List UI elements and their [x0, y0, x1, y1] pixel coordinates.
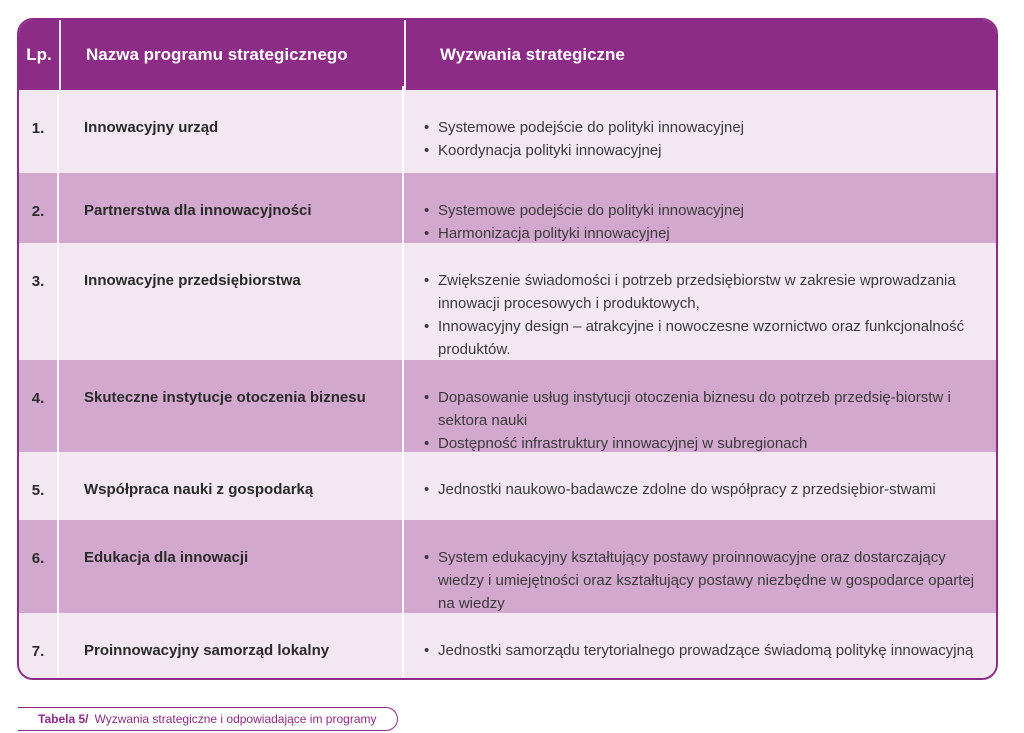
challenge-item: [424, 116, 976, 139]
challenge-item: [424, 269, 976, 315]
challenges-cell: [404, 356, 996, 452]
challenge-text: Koordynacja polityki innowacyjnej: [438, 142, 662, 159]
challenge-text: System edukacyjny kształtujący postawy proinnowacyjne oraz dostarczający wiedzy i umiejętności oraz kształtujący postawy niezbędne w gospodarce opartej na wiedzy: [438, 549, 975, 612]
challenge-text: Dopasowanie usług instytucji otoczenia biznesu do potrzeb przedsię-biorstw i sektora nauki: [438, 389, 951, 429]
challenges-cell: [404, 609, 996, 680]
table-caption: [18, 707, 398, 731]
table-row: [19, 90, 996, 173]
bullet-icon: •: [424, 389, 430, 406]
challenge-text: Jednostki naukowo-badawcze zdolne do współpracy z przedsiębior-stwami: [438, 481, 936, 498]
bullet-icon: •: [424, 142, 430, 159]
bullet-icon: •: [424, 642, 430, 659]
row-number: 7.: [19, 613, 59, 680]
challenges-cell: [404, 169, 996, 243]
program-name: Skuteczne instytucje otoczenia biznesu: [59, 356, 404, 452]
row-number: 3.: [19, 243, 59, 360]
challenges-cell: [404, 86, 996, 173]
table-row: [19, 452, 996, 520]
challenge-text: Systemowe podejście do polityki innowacyjnej: [438, 202, 744, 219]
program-name: Innowacyjny urząd: [59, 86, 404, 173]
bullet-icon: •: [424, 435, 430, 452]
challenge-text: Harmonizacja polityki innowacyjnej: [438, 225, 670, 242]
row-number: 5.: [19, 452, 59, 520]
challenges-cell: [404, 239, 996, 360]
challenge-item: [424, 315, 976, 361]
caption-label: Tabela 5/: [38, 712, 89, 726]
program-name: Proinnowacyjny samorząd lokalny: [59, 609, 404, 680]
challenge-text: Jednostki samorządu terytorialnego prowadzące świadomą politykę innowacyjną: [438, 642, 974, 659]
challenge-text: Innowacyjny design – atrakcyjne i nowoczesne wzornictwo oraz funkcjonalność produktów.: [438, 318, 965, 358]
challenge-item: [424, 478, 976, 501]
challenge-item: [424, 139, 976, 162]
bullet-icon: •: [424, 225, 430, 242]
caption-text: Wyzwania strategiczne i odpowiadające im programy: [94, 712, 377, 726]
program-name: Współpraca nauki z gospodarką: [59, 448, 404, 520]
table-body: [19, 90, 996, 680]
strategic-programs-table: [17, 18, 998, 680]
bullet-icon: •: [424, 549, 430, 566]
program-name: Partnerstwa dla innowacyjności: [59, 169, 404, 243]
challenge-item: [424, 639, 976, 662]
table-header-row: [19, 20, 996, 90]
challenge-text: Zwiększenie świadomości i potrzeb przedsiębiorstw w zakresie wprowadzania innowacji procesowych i produktowych,: [438, 272, 956, 312]
row-number: 1.: [19, 90, 59, 173]
table-row: [19, 360, 996, 452]
table-row: [19, 520, 996, 613]
program-name: Innowacyjne przedsiębiorstwa: [59, 239, 404, 360]
program-name: Edukacja dla innowacji: [59, 516, 404, 613]
challenge-text: Dostępność infrastruktury innowacyjnej w subregionach: [438, 435, 808, 452]
table-row: [19, 173, 996, 243]
challenges-cell: [404, 448, 996, 520]
bullet-icon: •: [424, 119, 430, 136]
bullet-icon: •: [424, 272, 430, 289]
header-lp: Lp.: [19, 20, 61, 90]
bullet-icon: •: [424, 318, 430, 335]
challenge-item: [424, 199, 976, 222]
bullet-icon: •: [424, 202, 430, 219]
header-challenges: Wyzwania strategiczne: [440, 45, 625, 64]
bullet-icon: •: [424, 481, 430, 498]
row-number: 6.: [19, 520, 59, 613]
header-program-name: Nazwa programu strategicznego: [61, 20, 406, 90]
challenge-text: Systemowe podejście do polityki innowacyjnej: [438, 119, 744, 136]
table-row: [19, 613, 996, 680]
row-number: 2.: [19, 173, 59, 243]
row-number: 4.: [19, 360, 59, 452]
challenges-cell: [404, 516, 996, 613]
table-row: [19, 243, 996, 360]
challenge-item: [424, 546, 976, 615]
challenge-item: [424, 386, 976, 432]
